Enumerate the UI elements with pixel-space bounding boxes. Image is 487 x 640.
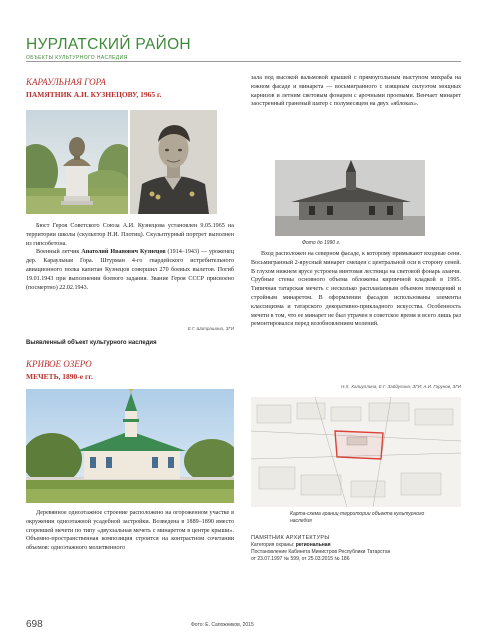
page-number: 698: [26, 619, 43, 630]
photo-credit-footer: Фото: Е. Сапожников, 2015: [191, 622, 254, 628]
location-heading-karaulnaya-gora: КАРАУЛЬНАЯ ГОРА: [26, 77, 106, 87]
archive-photo-caption: Фото до 1990 г.: [302, 240, 341, 246]
section1-author-credit: Е.Г. Шатрашина, ЗГИ: [187, 326, 234, 331]
protection-category: [251, 542, 463, 549]
mosque-description-right-bottom: [251, 250, 461, 329]
mosque-photo-color: [26, 389, 234, 503]
mosque-photo-archive: [275, 160, 425, 236]
arch-heading: ПАМЯТНИК АРХИТЕКТУРЫ: [251, 535, 330, 541]
pilot-name: Анатолий Иванович Кузнецов: [81, 249, 166, 256]
monument-photo: [26, 110, 128, 214]
section1-text: [26, 222, 234, 292]
mosque-description-right-top: [251, 74, 461, 109]
object-title-mosque: МЕЧЕТЬ, 1890-е гг.: [26, 372, 93, 381]
architecture-monument-info: [251, 535, 463, 563]
location-heading-krivoe-ozero: КРИВОЕ ОЗЕРО: [26, 359, 92, 369]
decree-line-2: от 23.07.1997 № 599, от 25.03.2015 № 186: [251, 556, 350, 562]
mosque-text-part1: Деревянное одноэтажное строение расположено на огороженном участке в окружении одноэтажной усадебной застройки. Возведена в 1889–1890 вместо сгоревшей мечети по типу «двухзальная мечеть с минаретом в центре крыши». Объемно-пространственная композиция строится на контрастном сочетании объемов: одноэтажного молитвенного: [26, 510, 234, 552]
category-label: Категория охраны:: [251, 542, 296, 548]
territory-boundary-map: [251, 397, 461, 507]
category-value: региональная: [295, 542, 331, 548]
mosque-description-left: [26, 509, 234, 553]
page-header-subtitle: ОБЪЕКТЫ КУЛЬТУРНОГО НАСЛЕДИЯ: [26, 55, 128, 61]
mosque-text-part2: зала под высокой вальмовой крышей с прямоугольным выступом михраба на южном фасаде и минарета — восьмигранного с изящным силуэтом мощных карнизов и летним световым фонарем с арочными проемами. Венчает минарет заостренный граненый шатер с полумесяцем на двух «яблоках».: [251, 75, 461, 108]
map-caption: Карта-схема границ территории объекта культурного наследия: [290, 511, 425, 524]
monument-description: Бюст Героя Советского Союза А.И. Кузнецова установлен 9.05.1965 на территории школы (скульптор Н.И. Плотиц). Скульптурный портрет выполнен из гипсобетона.: [26, 223, 234, 247]
page-header-title: НУРЛАТСКИЙ РАЙОН: [26, 36, 191, 53]
biography-text: (1914–1943) — уроженец дер. Караульная Гора. Штурман 4-го гвардейского истребительного авиационного полка капитан Кузнецов совершил 270 боевых вылетов. Погиб 19.01.1943 при выполнении боевого задания. Звание Героя СССР присвоено (посмертно) 22.02.1943.: [26, 249, 234, 291]
portrait-photo: [130, 110, 217, 214]
header-divider: [26, 61, 461, 62]
kuznetsov-biography: [26, 248, 234, 292]
biography-lead: Военный летчик: [36, 249, 82, 256]
heritage-status-label: Выявленный объект культурного наследия: [26, 340, 157, 346]
decree-line-1: Постановление Кабинета Министров Республики Татарстан: [251, 549, 391, 555]
mosque-text-part3: Вход расположен на северном фасаде, к которому примыкают входные сени. Восьмигранный 2-ярусный минарет смещен с центральной оси в сторону сеней. В глухом нижнем ярусе устроена винтовая лестница на световой фонарь азанчи. Срубные стены основного объема обложены кирпичной кладкой в 1995. Типичная татарская мечеть с несколько расплastanным объемом помещений и стройным минаретом. В оформлении фасадов использованы элементы классицизма и татарского декоративно-прикладного искусства. Особенность мечети в том, что ее минарет не был утрачен в советское время и всего лишь раз ремонтировался перед возобновлением молений.: [251, 251, 461, 328]
object-title-kuznetsov-monument: ПАМЯТНИК А.И. КУЗНЕЦОВУ, 1965 г.: [26, 90, 162, 99]
section2-author-credit: Н.Х. Халиуллина, Е.Г. Зайдулина, ЗГИ; А.И. Гарунов, ЗГИ: [341, 384, 461, 389]
